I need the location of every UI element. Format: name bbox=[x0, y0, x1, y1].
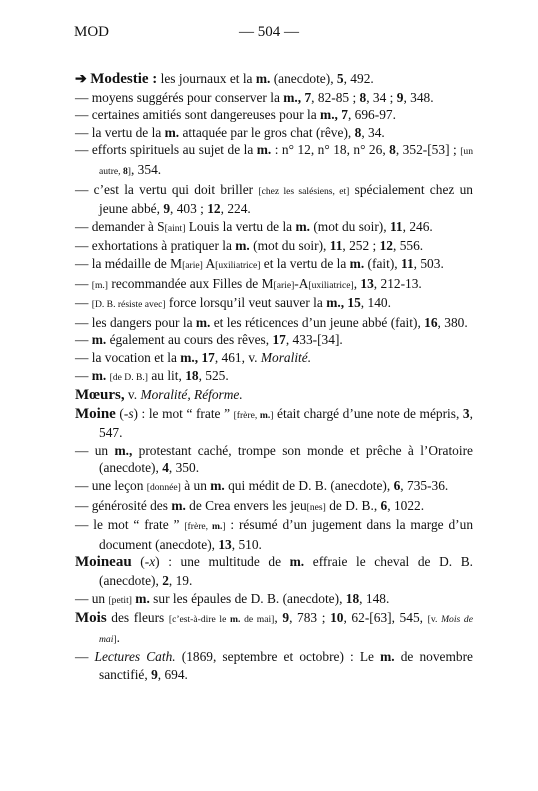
entry-headword: Mœurs, bbox=[75, 387, 125, 404]
entry-text: — un bbox=[75, 442, 115, 458]
bold-ref: 3 bbox=[462, 405, 470, 421]
bold-ref: 13 bbox=[218, 536, 232, 552]
entry-text: — la vocation et la bbox=[75, 349, 181, 365]
editorial-note: [aint] bbox=[164, 222, 186, 234]
bold-ref: 6 bbox=[393, 478, 401, 494]
entry-text: était chargé d’une note de mépris, bbox=[273, 405, 463, 421]
bold-ref: 9 bbox=[163, 201, 171, 217]
entry-text: , 694. bbox=[157, 667, 188, 682]
bold-ref: 11 bbox=[329, 238, 343, 254]
entry-text: — bbox=[75, 367, 92, 383]
entry-text: , 433-[34]. bbox=[285, 332, 343, 348]
entry-text: — un bbox=[75, 590, 109, 606]
entry-text: , 1022. bbox=[387, 497, 425, 513]
editorial-note: [D. B. résiste avec] bbox=[91, 299, 166, 311]
bold-ref: 17 bbox=[201, 349, 215, 365]
entry-text: (- bbox=[131, 554, 150, 570]
editorial-note: 8 bbox=[122, 165, 128, 177]
entry-text: , 62-[63], 545, bbox=[343, 610, 428, 626]
bold-ref: m. bbox=[91, 367, 107, 383]
entry-text: (- bbox=[115, 405, 129, 421]
editorial-note: m. bbox=[259, 409, 271, 421]
index-entries bbox=[75, 70, 473, 684]
entry-text: . bbox=[116, 629, 120, 645]
entry-text: , 783 ; bbox=[289, 610, 331, 626]
editorial-note: [arie] bbox=[182, 259, 203, 271]
bold-ref: 2 bbox=[162, 573, 169, 589]
entry-text: Louis la vertu de la bbox=[185, 218, 296, 234]
editorial-note: ] bbox=[270, 409, 274, 421]
entry-text: A bbox=[202, 255, 216, 271]
entry-text: de Crea envers les jeu bbox=[185, 497, 307, 513]
editorial-note: [m.] bbox=[91, 279, 109, 291]
entry-text: — une leçon bbox=[75, 478, 147, 494]
entry-text: les journaux et la bbox=[157, 71, 256, 86]
index-entry bbox=[75, 294, 473, 314]
editorial-note: m. bbox=[211, 521, 223, 533]
bold-ref: 8 bbox=[389, 142, 396, 158]
entry-text: , 82-85 ; bbox=[311, 89, 360, 105]
entry-text: -A bbox=[294, 275, 309, 291]
entry-headword: Mois bbox=[75, 610, 107, 627]
index-entry bbox=[75, 367, 473, 387]
bold-ref: 6 bbox=[380, 497, 388, 513]
entry-text: , 34 ; bbox=[366, 89, 397, 105]
bold-ref: 18 bbox=[185, 367, 199, 383]
entry-text: , 246. bbox=[402, 218, 433, 234]
bold-ref: 16 bbox=[424, 314, 438, 330]
entry-text: , 352-[53] ; bbox=[395, 142, 461, 158]
entry-text: , 224. bbox=[220, 201, 251, 217]
entry-text: — demander à S bbox=[75, 218, 165, 234]
index-entry bbox=[75, 386, 473, 405]
entry-text: , 547. bbox=[99, 405, 473, 441]
entry-text: — la médaille de M bbox=[75, 255, 183, 271]
entry-text: — générosité des bbox=[75, 497, 172, 513]
bold-ref: 9 bbox=[151, 667, 158, 682]
bold-ref: 12 bbox=[379, 238, 393, 254]
editorial-note: [frère, bbox=[184, 521, 212, 533]
index-entry bbox=[75, 609, 473, 648]
bold-ref: 11 bbox=[401, 255, 414, 271]
entry-text: — bbox=[75, 649, 95, 665]
index-entry bbox=[75, 648, 473, 683]
editorial-note: ] bbox=[222, 521, 226, 533]
index-entry bbox=[75, 314, 473, 332]
italic-ref: Moralité. bbox=[260, 349, 312, 365]
bold-ref: m., bbox=[326, 295, 345, 311]
entry-text: , 252 ; bbox=[342, 238, 380, 254]
index-entry bbox=[75, 255, 473, 275]
editorial-note: [un autre, bbox=[99, 146, 474, 177]
bold-ref: 9 bbox=[282, 610, 290, 626]
entry-text: , 380. bbox=[437, 314, 468, 330]
entry-text: — efforts spirituels au sujet de la bbox=[75, 142, 257, 158]
index-entry bbox=[75, 237, 473, 255]
entry-text: spécialement chez un jeune abbé, bbox=[99, 181, 473, 217]
entry-text: (fait), bbox=[364, 255, 401, 271]
entry-text: , 525. bbox=[198, 367, 229, 383]
entry-text: , 19. bbox=[168, 573, 193, 589]
index-entry bbox=[75, 70, 473, 89]
bold-ref: 5 bbox=[336, 71, 344, 86]
index-entry bbox=[75, 218, 473, 238]
bold-ref: m. bbox=[210, 478, 225, 494]
entry-text: attaquée par le gros chat (rêve), bbox=[179, 124, 355, 140]
editorial-note: [de D. B.] bbox=[109, 371, 148, 383]
entry-text: des fleurs bbox=[106, 610, 169, 626]
entry-text: également au cours des rêves, bbox=[106, 332, 273, 348]
editorial-note: [petit] bbox=[108, 594, 132, 606]
editorial-note: Mois de mai bbox=[99, 614, 473, 645]
italic-ref: Lectures Cath. bbox=[94, 649, 176, 665]
bold-ref: m. bbox=[256, 142, 272, 158]
index-entry bbox=[75, 331, 473, 349]
bold-ref: m. bbox=[91, 332, 107, 348]
editorial-note: ] bbox=[113, 633, 117, 645]
entry-text: — les dangers pour la bbox=[75, 314, 196, 330]
editorial-note: [arie] bbox=[273, 279, 295, 291]
entry-text: de D. B., bbox=[325, 497, 381, 513]
entry-text: : n° 12, n° 18, n° 26, bbox=[271, 142, 390, 158]
entry-text: recommandée aux Filles de M bbox=[108, 275, 274, 291]
entry-text: , 492. bbox=[343, 71, 374, 86]
entry-text: , bbox=[274, 610, 283, 626]
entry-text: , 34. bbox=[361, 124, 385, 140]
index-entry bbox=[75, 516, 473, 553]
entry-text: — le mot “ frate ” bbox=[75, 517, 185, 533]
running-header-letters: MOD bbox=[74, 24, 110, 40]
entry-text: , bbox=[353, 275, 361, 291]
editorial-note: [v. bbox=[427, 614, 442, 626]
bold-ref: m. bbox=[164, 124, 180, 140]
bold-ref: 11 bbox=[389, 218, 403, 234]
bold-ref: m., bbox=[283, 89, 302, 105]
entry-text: de novembre sanctifié, bbox=[99, 649, 473, 682]
entry-text: v. bbox=[124, 387, 141, 403]
bold-ref: m. bbox=[380, 649, 395, 665]
entry-text: , 140. bbox=[360, 295, 391, 311]
italic-ref: x bbox=[149, 554, 156, 570]
entry-text: au lit, bbox=[148, 367, 186, 383]
entry-text: qui médit de D. B. (anecdote), bbox=[224, 478, 394, 494]
entry-text: , 348. bbox=[403, 89, 434, 105]
entry-text: ) : le mot “ frate ” bbox=[133, 405, 234, 421]
bold-ref: 4 bbox=[162, 460, 169, 476]
bold-ref: 13 bbox=[360, 275, 374, 291]
entry-text: — certaines amitiés sont dangereuses pour la bbox=[75, 107, 321, 123]
entry-text: sur les épaules de D. B. (anecdote), bbox=[149, 590, 346, 606]
index-entry bbox=[75, 442, 473, 477]
entry-text: , 696-97. bbox=[347, 107, 396, 123]
bold-ref: 18 bbox=[345, 590, 360, 606]
italic-ref: s bbox=[128, 405, 134, 421]
editorial-note: [uxiliatrice] bbox=[215, 259, 261, 271]
bold-ref: m. bbox=[171, 497, 186, 513]
bold-ref: m., bbox=[320, 107, 338, 123]
index-entry bbox=[75, 405, 473, 442]
bold-ref: 10 bbox=[330, 610, 344, 626]
index-entry bbox=[75, 106, 473, 124]
entry-text: — la vertu de la bbox=[75, 124, 165, 140]
bold-ref: m. bbox=[255, 71, 271, 86]
index-entry bbox=[75, 590, 473, 610]
entry-text: , 148. bbox=[359, 590, 390, 606]
entry-text: — bbox=[75, 295, 92, 311]
entry-text: , 212-13. bbox=[373, 275, 422, 291]
entry-text: (anecdote), bbox=[270, 71, 337, 86]
entry-headword: Moine bbox=[75, 405, 116, 422]
editorial-note: ] bbox=[127, 165, 131, 177]
bold-ref: 12 bbox=[207, 201, 221, 217]
entry-text: (1869, septembre et octobre) : Le bbox=[175, 649, 381, 665]
editorial-note: [uxiliatrice] bbox=[308, 279, 354, 291]
bold-ref: 8 bbox=[359, 89, 367, 105]
entry-text: , 735-36. bbox=[400, 478, 449, 494]
entry-text: force lorsqu’il veut sauver la bbox=[165, 295, 327, 311]
entry-text: (mot du soir), bbox=[249, 238, 330, 254]
index-entry bbox=[75, 124, 473, 142]
bold-ref: m. bbox=[235, 238, 250, 254]
bold-ref: m. bbox=[195, 314, 211, 330]
bold-ref: m., bbox=[180, 349, 199, 365]
bold-ref: m., bbox=[114, 442, 133, 458]
editorial-note: [chez les salésiens, et] bbox=[258, 185, 350, 197]
editorial-note: [nes] bbox=[306, 501, 326, 513]
entry-text: , 354. bbox=[130, 161, 162, 177]
bold-ref: 9 bbox=[396, 89, 404, 105]
page-number: — 504 — bbox=[239, 24, 299, 40]
entry-text: (mot du soir), bbox=[310, 218, 390, 234]
entry-text: , 461, v. bbox=[214, 349, 261, 365]
index-entry bbox=[75, 181, 473, 218]
entry-text: et les réticences d’un jeune abbé (fait), bbox=[210, 314, 425, 330]
bold-ref: 15 bbox=[347, 295, 361, 311]
editorial-note: [donnée] bbox=[146, 482, 181, 494]
index-entry bbox=[75, 553, 473, 589]
bold-ref: m. bbox=[289, 554, 305, 570]
bold-ref: 8 bbox=[354, 124, 362, 140]
editorial-note: de mai] bbox=[240, 614, 275, 626]
editorial-note: m. bbox=[230, 614, 241, 626]
entry-text: et la vertu de la bbox=[260, 255, 350, 271]
arrow-icon: ➔ bbox=[75, 72, 91, 87]
index-entry bbox=[75, 497, 473, 517]
entry-text: , 403 ; bbox=[170, 201, 208, 217]
entry-text: — c’est la vertu qui doit briller bbox=[75, 181, 259, 197]
entry-text: à un bbox=[180, 478, 211, 494]
entry-text: — bbox=[75, 275, 92, 291]
bold-ref: 17 bbox=[272, 332, 286, 348]
bold-ref: 7 bbox=[304, 89, 312, 105]
entry-text: protestant caché, trompe son monde et prêche à l’Oratoire (anecdote), bbox=[99, 442, 473, 476]
editorial-note: [frère, bbox=[233, 409, 260, 421]
entry-headword: Moineau bbox=[75, 554, 132, 571]
entry-text: : résumé d’un jugement dans la marge d’un document (anecdote), bbox=[99, 517, 474, 552]
entry-text: , 503. bbox=[413, 255, 444, 271]
index-entry bbox=[75, 349, 473, 367]
entry-text: — exhortations à pratiquer la bbox=[75, 238, 236, 254]
entry-text: , 510. bbox=[231, 536, 262, 552]
bold-ref: m. bbox=[135, 590, 150, 606]
italic-ref: Moralité, Réforme. bbox=[140, 387, 243, 403]
editorial-note: [c’est-à-dire le bbox=[168, 614, 231, 626]
entry-text: , 350. bbox=[168, 460, 200, 476]
index-entry bbox=[75, 89, 473, 107]
entry-text: effraie le cheval de D. B. (anecdote), bbox=[99, 554, 473, 589]
bold-ref: m. bbox=[349, 255, 365, 271]
index-entry bbox=[75, 477, 473, 497]
entry-text: ) : une multitude de bbox=[155, 554, 290, 570]
index-entry bbox=[75, 275, 473, 295]
entry-text: , 556. bbox=[393, 238, 424, 254]
bold-ref: 7 bbox=[341, 107, 348, 123]
entry-text: — moyens suggérés pour conserver la bbox=[75, 89, 284, 105]
index-entry bbox=[75, 141, 473, 180]
entry-text: — bbox=[75, 332, 92, 348]
bold-ref: m. bbox=[295, 218, 310, 234]
entry-headword: Modestie : bbox=[90, 71, 158, 87]
